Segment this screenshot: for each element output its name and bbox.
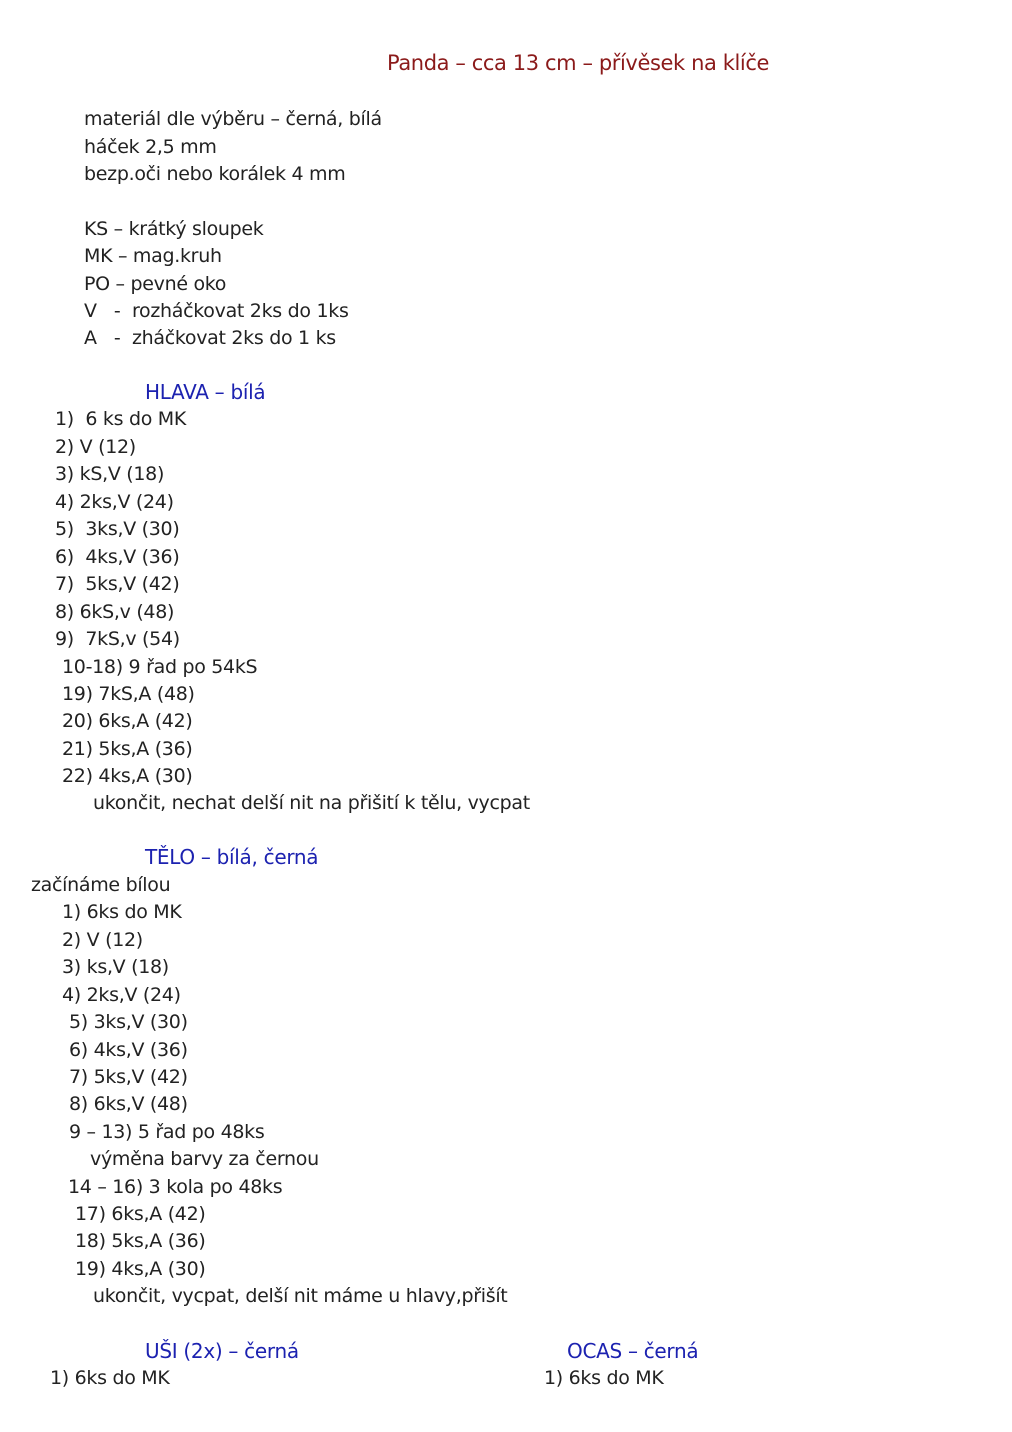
- abbreviation-line: KS – krátký sloupek: [84, 218, 264, 240]
- material-line: bezp.oči nebo korálek 4 mm: [84, 163, 346, 185]
- pattern-row: 22) 4ks,A (30): [62, 765, 193, 787]
- pattern-row: 14 – 16) 3 kola po 48ks: [68, 1176, 283, 1198]
- pattern-row: 3) ks,V (18): [62, 956, 169, 978]
- pattern-note: výměna barvy za černou: [90, 1148, 319, 1170]
- pattern-row: 3) kS,V (18): [55, 463, 165, 485]
- pattern-row: 20) 6ks,A (42): [62, 710, 193, 732]
- pattern-row: 6) 4ks,V (36): [69, 1039, 188, 1061]
- pattern-row: 9) 7kS,v (54): [55, 628, 180, 650]
- pattern-row: 1) 6ks do MK: [544, 1367, 664, 1389]
- section-heading-hlava: HLAVA – bílá: [145, 380, 266, 404]
- section-heading-ocas: OCAS – černá: [567, 1339, 699, 1363]
- material-line: materiál dle výběru – černá, bílá: [84, 108, 382, 130]
- pattern-row: 9 – 13) 5 řad po 48ks: [69, 1121, 265, 1143]
- pattern-row: 4) 2ks,V (24): [62, 984, 181, 1006]
- abbreviation-line: MK – mag.kruh: [84, 245, 222, 267]
- pattern-row: 10-18) 9 řad po 54kS: [62, 656, 258, 678]
- pattern-row: 1) 6ks do MK: [50, 1367, 170, 1389]
- abbreviation-line: PO – pevné oko: [84, 273, 227, 295]
- page-title: Panda – cca 13 cm – přívěsek na klíče: [387, 51, 770, 75]
- pattern-row: 18) 5ks,A (36): [75, 1230, 206, 1252]
- pattern-intro: začínáme bílou: [31, 874, 171, 896]
- pattern-row: 1) 6ks do MK: [62, 901, 182, 923]
- pattern-row: 19) 4ks,A (30): [75, 1258, 206, 1280]
- abbreviation-line: V - rozháčkovat 2ks do 1ks: [84, 300, 349, 322]
- section-heading-telo: TĚLO – bílá, černá: [145, 845, 319, 869]
- pattern-row: 4) 2ks,V (24): [55, 491, 174, 513]
- pattern-row: 19) 7kS,A (48): [62, 683, 195, 705]
- pattern-row: 5) 3ks,V (30): [69, 1011, 188, 1033]
- material-line: háček 2,5 mm: [84, 136, 217, 158]
- pattern-note: ukončit, nechat delší nit na přišití k tělu, vycpat: [93, 792, 530, 814]
- section-heading-usi: UŠI (2x) – černá: [145, 1339, 299, 1363]
- pattern-row: 21) 5ks,A (36): [62, 738, 193, 760]
- pattern-row: 2) V (12): [55, 436, 136, 458]
- pattern-row: 7) 5ks,V (42): [69, 1066, 188, 1088]
- pattern-row: 17) 6ks,A (42): [75, 1203, 206, 1225]
- pattern-row: 6) 4ks,V (36): [55, 546, 180, 568]
- pattern-row: 2) V (12): [62, 929, 143, 951]
- pattern-row: 5) 3ks,V (30): [55, 518, 180, 540]
- pattern-row: 7) 5ks,V (42): [55, 573, 180, 595]
- pattern-row: 1) 6 ks do MK: [55, 408, 187, 430]
- abbreviation-line: A - zháčkovat 2ks do 1 ks: [84, 327, 336, 349]
- pattern-note: ukončit, vycpat, delší nit máme u hlavy,přišít: [93, 1285, 508, 1307]
- pattern-row: 8) 6ks,V (48): [69, 1093, 188, 1115]
- pattern-row: 8) 6kS,v (48): [55, 601, 175, 623]
